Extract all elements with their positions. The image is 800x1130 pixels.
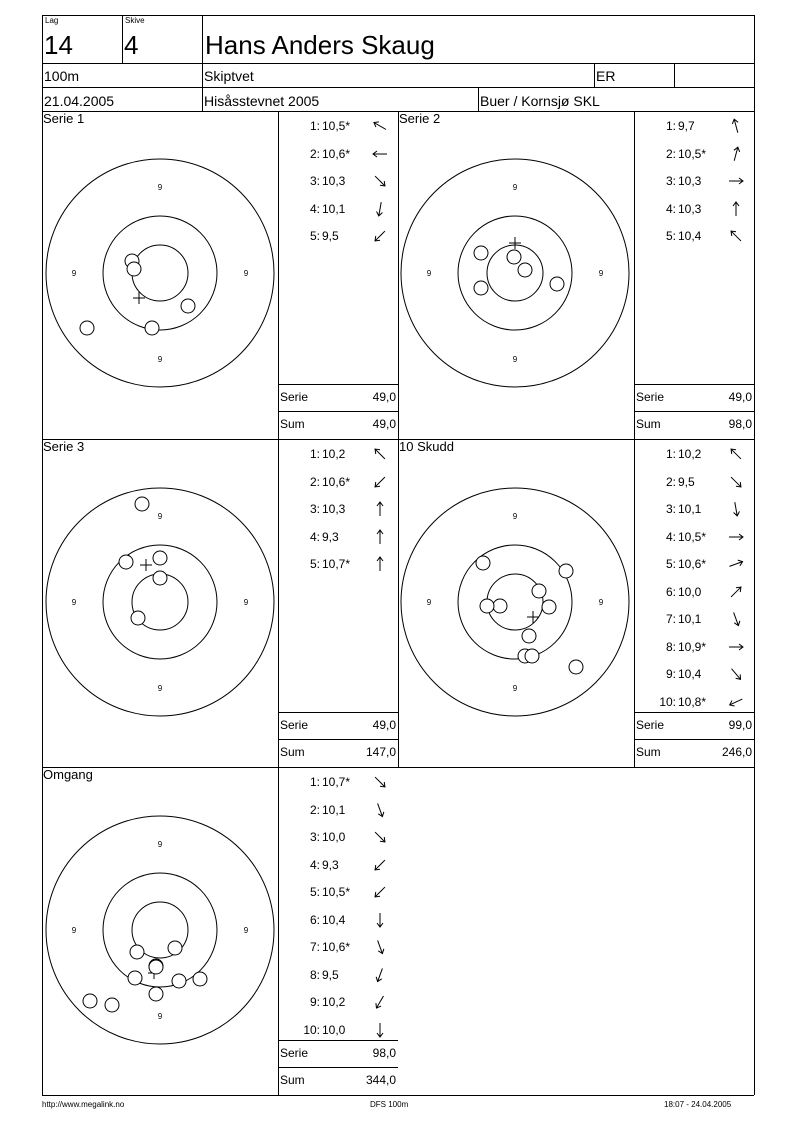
shot-hole (480, 599, 494, 613)
shot-score: 9,5 (322, 967, 339, 982)
skive-label: Skive (125, 16, 145, 25)
shot-direction-arrow-icon (726, 692, 746, 712)
shot-hole (474, 281, 488, 295)
target-face (40, 810, 280, 1050)
shot-hole (476, 556, 490, 570)
target-ring (46, 488, 274, 716)
mean-point-cross (509, 237, 521, 249)
shot-direction-arrow-icon (726, 527, 746, 547)
shot-number: 2: (309, 802, 320, 817)
panel-title: 10 Skudd (399, 439, 454, 454)
shot-number: 5: (665, 229, 676, 243)
shot-number: 4: (665, 201, 676, 216)
shot-score: 10,9* (678, 639, 707, 654)
shooter-name: Hans Anders Skaug (205, 30, 435, 60)
shot-direction-arrow-icon (370, 144, 390, 164)
mean-point-cross (140, 559, 152, 571)
serie-label: Serie (280, 1046, 309, 1060)
shot-number: 2: (309, 474, 320, 489)
shot-hole (474, 246, 488, 260)
sum-value: 344,0 (365, 1073, 396, 1087)
shot-score: 9,5 (322, 229, 339, 243)
serie-value: 98,0 (372, 1046, 396, 1060)
shot-score: 10,1 (678, 612, 702, 626)
shot-direction-arrow-icon (370, 1020, 390, 1040)
shot-direction-arrow-icon (726, 582, 746, 602)
ring-label: 9 (157, 512, 163, 521)
shot-score: 10,4 (678, 667, 702, 681)
ring-label: 9 (426, 598, 432, 607)
shot-direction-arrow-icon (726, 144, 746, 164)
shot-score: 10,7* (322, 557, 351, 571)
ring-label: 9 (512, 512, 518, 521)
ring-label: 9 (598, 598, 604, 607)
shot-number: 8: (309, 967, 320, 982)
ring-label: 9 (157, 183, 163, 192)
ring-label: 9 (157, 840, 163, 849)
shot-hole (172, 974, 186, 988)
footer-timestamp: 18:07 - 24.04.2005 (664, 1100, 732, 1109)
shot-number: 1: (309, 447, 320, 461)
shot-direction-arrow-icon (726, 554, 746, 574)
ring-label: 9 (243, 926, 249, 935)
shot-number: 6: (309, 912, 320, 927)
shot-hole (131, 611, 145, 625)
shot-hole (83, 994, 97, 1008)
shot-score: 10,0 (322, 830, 346, 844)
shot-direction-arrow-icon (370, 171, 390, 191)
shot-score: 10,0 (322, 1022, 346, 1037)
shot-number: 4: (309, 857, 320, 872)
sum-value: 98,0 (728, 417, 752, 431)
shot-score: 10,3 (322, 174, 346, 188)
shot-hole (119, 555, 133, 569)
shot-hole (135, 497, 149, 511)
serie-value: 99,0 (728, 718, 752, 732)
shot-number: 10: (303, 1022, 320, 1037)
shot-score: 10,4 (678, 229, 702, 243)
target-face (395, 482, 635, 722)
shot-hole (532, 584, 546, 598)
shot-hole (153, 551, 167, 565)
sum-value: 246,0 (721, 745, 752, 759)
target-ring (401, 488, 629, 716)
shot-score: 10,3 (322, 502, 346, 516)
shot-score: 10,4 (322, 912, 346, 927)
shot-hole (130, 945, 144, 959)
shot-hole (153, 571, 167, 585)
shot-score: 10,6* (678, 557, 707, 571)
target-ring (103, 216, 217, 330)
shot-hole (105, 998, 119, 1012)
serie-label: Serie (636, 718, 665, 732)
shot-hole (149, 960, 163, 974)
shot-number: 2: (665, 146, 676, 161)
shot-score: 10,2 (322, 447, 346, 461)
ring-label: 9 (426, 269, 432, 278)
shot-score: 10,0 (678, 584, 702, 599)
mean-point-cross (527, 611, 539, 623)
shot-number: 2: (665, 474, 676, 489)
serie-value: 49,0 (372, 718, 396, 732)
shot-score: 10,5* (678, 529, 707, 544)
shot-number: 7: (665, 612, 676, 626)
shot-direction-arrow-icon (370, 116, 390, 136)
shot-hole (559, 564, 573, 578)
shot-number: 1: (665, 447, 676, 461)
ring-label: 9 (71, 926, 77, 935)
ring-label: 9 (157, 1012, 163, 1021)
shot-number: 8: (665, 639, 676, 654)
shot-score: 10,6* (322, 146, 351, 161)
target-ring (458, 216, 572, 330)
footer-center: DFS 100m (370, 1100, 409, 1109)
shot-number: 3: (309, 502, 320, 516)
shot-number: 9: (309, 995, 320, 1009)
shot-score: 10,3 (678, 201, 702, 216)
shot-direction-arrow-icon (370, 800, 390, 820)
lag-number: 14 (44, 30, 73, 60)
shot-number: 4: (665, 529, 676, 544)
ring-label: 9 (512, 355, 518, 364)
shot-score: 10,1 (322, 201, 346, 216)
target-face (40, 153, 280, 393)
shot-direction-arrow-icon (726, 609, 746, 629)
shot-number: 9: (665, 667, 676, 681)
shot-hole (493, 599, 507, 613)
shot-direction-arrow-icon (370, 199, 390, 219)
shot-score: 10,3 (678, 174, 702, 188)
shot-score: 9,7 (678, 119, 695, 133)
shot-hole (128, 971, 142, 985)
shot-number: 5: (665, 557, 676, 571)
shot-direction-arrow-icon (370, 855, 390, 875)
shot-number: 6: (665, 584, 676, 599)
shot-number: 4: (309, 529, 320, 544)
ring-label: 9 (512, 183, 518, 192)
shot-number: 10: (659, 694, 676, 709)
ring-label: 9 (243, 269, 249, 278)
shot-direction-arrow-icon (370, 226, 390, 246)
panel-title: Serie 1 (43, 111, 85, 126)
ring-label: 9 (157, 684, 163, 693)
ring-label: 9 (243, 598, 249, 607)
serie-value: 49,0 (728, 390, 752, 404)
target-face (395, 153, 635, 393)
distance: 100m (44, 68, 80, 84)
shot-hole (168, 941, 182, 955)
shot-score: 10,6* (322, 940, 351, 954)
shot-hole (550, 277, 564, 291)
sum-label: Sum (280, 745, 305, 759)
shot-score: 10,5* (678, 146, 707, 161)
sum-label: Sum (280, 417, 305, 431)
shot-direction-arrow-icon (370, 444, 390, 464)
shot-score: 10,2 (678, 447, 702, 461)
sum-value: 147,0 (365, 745, 396, 759)
serie-label: Serie (636, 390, 665, 404)
ring-label: 9 (157, 355, 163, 364)
event: Hisåsstevnet 2005 (204, 93, 320, 109)
shot-direction-arrow-icon (370, 965, 390, 985)
shot-direction-arrow-icon (370, 472, 390, 492)
sum-label: Sum (636, 745, 661, 759)
shot-hole (127, 262, 141, 276)
shot-number: 1: (309, 775, 320, 789)
shot-score: 10,5* (322, 119, 351, 133)
sum-label: Sum (636, 417, 661, 431)
shot-direction-arrow-icon (370, 937, 390, 957)
shot-score: 10,7* (322, 775, 351, 789)
shot-number: 3: (309, 174, 320, 188)
shot-score: 10,2 (322, 995, 346, 1009)
shot-number: 4: (309, 201, 320, 216)
footer-url: http://www.megalink.no (42, 1100, 125, 1109)
shot-direction-arrow-icon (726, 444, 746, 464)
panel-title: Serie 3 (43, 439, 85, 454)
place: Skiptvet (204, 68, 254, 84)
shot-score: 10,1 (322, 802, 346, 817)
shot-number: 2: (309, 146, 320, 161)
shot-hole (525, 649, 539, 663)
shot-score: 10,6* (322, 474, 351, 489)
shot-direction-arrow-icon (726, 116, 746, 136)
shot-number: 5: (309, 885, 320, 899)
shot-number: 5: (309, 229, 320, 243)
shot-score: 9,5 (678, 474, 695, 489)
skive-number: 4 (124, 30, 139, 60)
shot-direction-arrow-icon (370, 499, 390, 519)
shot-hole (518, 263, 532, 277)
shot-hole (542, 600, 556, 614)
target-ring (132, 245, 188, 301)
shot-score: 10,8* (678, 694, 707, 709)
ring-label: 9 (71, 598, 77, 607)
mean-point-cross (133, 292, 145, 304)
club: Buer / Kornsjø SKL (480, 93, 600, 109)
panel-title: Serie 2 (399, 111, 441, 126)
shot-direction-arrow-icon (726, 637, 746, 657)
class: ER (596, 68, 616, 84)
lag-label: Lag (45, 16, 59, 25)
shot-direction-arrow-icon (370, 827, 390, 847)
sum-value: 49,0 (372, 417, 396, 431)
ring-label: 9 (512, 684, 518, 693)
shot-hole (149, 987, 163, 1001)
shot-number: 3: (665, 174, 676, 188)
shot-direction-arrow-icon (726, 499, 746, 519)
ring-label: 9 (598, 269, 604, 278)
shot-direction-arrow-icon (726, 226, 746, 246)
serie-label: Serie (280, 718, 309, 732)
shot-score: 9,3 (322, 529, 339, 544)
shot-hole (193, 972, 207, 986)
shot-score: 9,3 (322, 857, 339, 872)
target-ring (401, 159, 629, 387)
shot-direction-arrow-icon (370, 554, 390, 574)
shot-number: 3: (665, 502, 676, 516)
shot-direction-arrow-icon (726, 171, 746, 191)
panel-title: Omgang (43, 767, 93, 782)
shot-number: 7: (309, 940, 320, 954)
ring-label: 9 (71, 269, 77, 278)
shot-score: 10,5* (322, 885, 351, 899)
target-ring (46, 816, 274, 1044)
shot-direction-arrow-icon (370, 882, 390, 902)
shot-number: 3: (309, 830, 320, 844)
shot-hole (145, 321, 159, 335)
shot-hole (80, 321, 94, 335)
shot-direction-arrow-icon (370, 772, 390, 792)
date: 21.04.2005 (44, 93, 115, 109)
shot-score: 10,1 (678, 502, 702, 516)
shot-number: 5: (309, 557, 320, 571)
shot-direction-arrow-icon (370, 527, 390, 547)
shot-hole (569, 660, 583, 674)
target-face (40, 482, 280, 722)
shot-number: 1: (309, 119, 320, 133)
target-ring (458, 545, 572, 659)
shot-number: 1: (665, 119, 676, 133)
sum-label: Sum (280, 1073, 305, 1087)
target-ring (46, 159, 274, 387)
shot-hole (181, 299, 195, 313)
shot-hole (507, 250, 521, 264)
serie-label: Serie (280, 390, 309, 404)
shot-direction-arrow-icon (726, 472, 746, 492)
serie-value: 49,0 (372, 390, 396, 404)
shot-hole (522, 629, 536, 643)
shot-direction-arrow-icon (726, 199, 746, 219)
shot-direction-arrow-icon (726, 664, 746, 684)
shot-direction-arrow-icon (370, 910, 390, 930)
shot-direction-arrow-icon (370, 992, 390, 1012)
